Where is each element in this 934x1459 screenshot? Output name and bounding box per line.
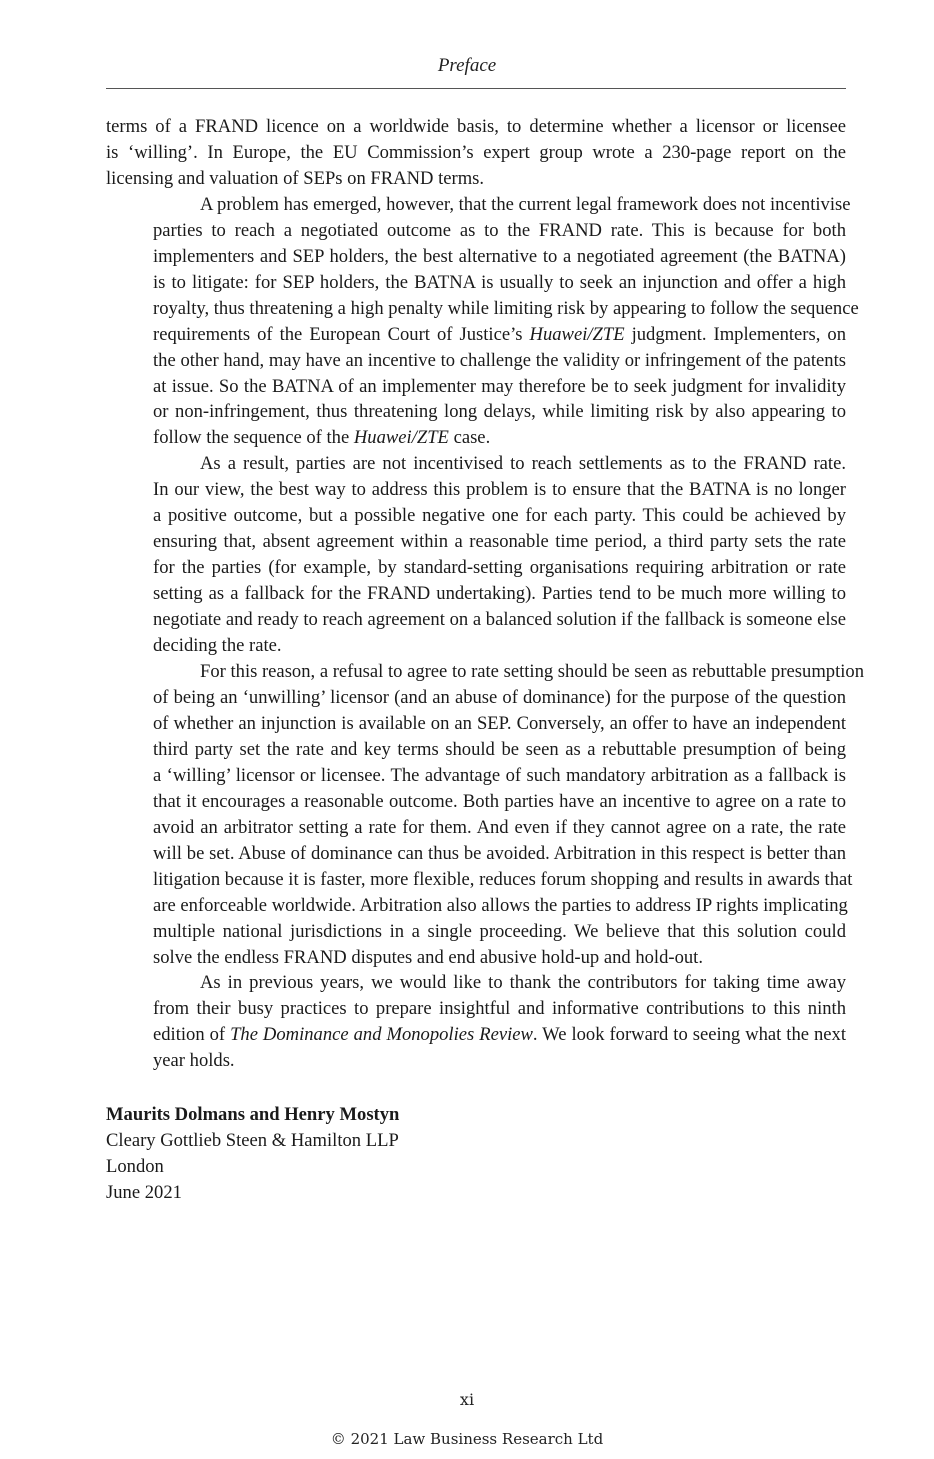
text-run: terms of a FRAND licence on a worldwide basis, to determine whether a licensor or licensee [106,116,846,137]
text-run: requirements of the European Court of Justice’s [153,323,530,345]
body-paragraph [106,192,859,452]
text-line [106,425,846,451]
signature-city: London [106,1156,164,1177]
text-line [106,374,846,400]
text-line [106,1048,846,1074]
text-line [106,296,859,322]
text-run: As in previous years, we would like to thank the contributors for taking time away [200,972,846,994]
text-run: royalty, thus threatening a high penalty while limiting risk by appearing to follow the sequence [153,297,859,319]
text-line [106,114,846,140]
text-run: avoid an arbitrator setting a rate for them. And even if they cannot agree on a rate, the rate [153,816,846,838]
text-run: a ‘willing’ licensor or licensee. The advantage of such mandatory arbitration as a fallback is [153,764,846,786]
text-run: As a result, parties are not incentivised to reach settlements as to the FRAND rate. [200,453,846,475]
text-run: implementers and SEP holders, the best alternative to a negotiated agreement (the BATNA) [153,245,846,267]
signature-authors: Maurits Dolmans and Henry Mostyn [106,1104,400,1125]
text-line [106,815,846,841]
text-line [106,348,846,374]
text-line [106,555,846,581]
text-line [106,529,846,555]
text-line [106,763,846,789]
text-run: case. [448,427,491,449]
text-line [106,503,846,529]
text-run: solve the endless FRAND disputes and end abusive hold-up and hold-out. [153,946,703,968]
signature-date: June 2021 [106,1182,182,1203]
italic-title: Huawei/ZTE [529,323,625,345]
text-run: year holds. [153,1050,235,1072]
text-line [106,140,846,166]
text-run: of being an ‘unwilling’ licensor (and an abuse of dominance) for the purpose of the question [153,686,846,708]
text-run: negotiate and ready to reach agreement on a balanced solution if the fallback is someone else [153,609,846,631]
text-run: are enforceable worldwide. Arbitration also allows the parties to address IP rights implicating [153,894,848,916]
text-line [106,685,846,711]
italic-title: Huawei/ZTE [353,427,449,449]
text-line [106,477,846,503]
text-line [106,996,846,1022]
text-line [106,789,846,815]
text-run: the other hand, may have an incentive to challenge the validity or infringement of the patents [153,349,846,371]
text-line [106,244,846,270]
text-run: from their busy practices to prepare insightful and informative contributions to this ninth [153,998,846,1020]
text-line [106,919,846,945]
text-run: a positive outcome, but a possible negative one for each party. This could be achieved by [153,505,846,527]
text-run: is ‘willing’. In Europe, the EU Commission’s expert group wrote a 230-page report on the [106,141,846,163]
text-run: deciding the rate. [153,635,282,657]
text-line [106,322,846,348]
text-line [106,970,846,996]
text-run: will be set. Abuse of dominance can thus be avoided. Arbitration in this respect is better than [153,842,846,864]
signature-block [106,1102,399,1206]
signature-firm: Cleary Gottlieb Steen & Hamilton LLP [106,1130,399,1151]
copyright-notice: © 2021 Law Business Research Ltd [330,1430,604,1448]
text-line [106,867,853,893]
text-run: A problem has emerged, however, that the current legal framework does not incentivise [200,193,851,215]
text-run: parties to reach a negotiated outcome as to the FRAND rate. This is because for both [153,219,846,241]
text-line [106,399,846,425]
text-line [106,737,846,763]
text-line [106,581,846,607]
text-line [106,633,846,659]
running-head-title: Preface [437,55,497,76]
text-run: at issue. So the BATNA of an implementer may therefore be to seek judgment for invalidity [153,375,846,397]
text-run: licensing and valuation of SEPs on FRAND terms. [106,167,485,189]
body-paragraph [106,451,846,659]
text-run: or non-infringement, thus threatening long delays, while limiting risk by also appearing to [153,401,846,423]
text-line [106,893,846,919]
text-run: . We look forward to seeing what the next [532,1024,846,1046]
text-run: edition of [153,1024,231,1046]
page-number: xi [459,1390,475,1409]
text-run: For this reason, a refusal to agree to rate setting should be seen as rebuttable presumption [200,661,865,683]
text-run: for the parties (for example, by standard-setting organisations requiring arbitration or rate [153,557,846,579]
text-run: of whether an injunction is available on an SEP. Conversely, an offer to have an independent [153,712,846,734]
italic-title: The Dominance and Monopolies Review [230,1024,533,1046]
text-line [106,451,846,477]
text-run: In our view, the best way to address this problem is to ensure that the BATNA is no longer [153,479,846,501]
text-run: ensuring that, absent agreement within a reasonable time period, a third party sets the rate [153,531,846,553]
text-run: is to litigate: for SEP holders, the BATNA is usually to seek an injunction and offer a high [153,271,846,293]
text-line [106,841,846,867]
text-line [106,659,865,685]
text-line [106,711,846,737]
text-line [106,218,846,244]
text-run: that it encourages a reasonable outcome. Both parties have an incentive to agree on a rate to [153,790,846,812]
text-run: third party set the rate and key terms should be seen as a rebuttable presumption of being [153,738,846,760]
text-line [106,166,846,192]
body-paragraph [106,114,846,192]
header-divider [106,88,846,89]
text-line [106,192,851,218]
body-paragraph [106,659,865,970]
text-line [106,270,846,296]
text-run: litigation because it is faster, more flexible, reduces forum shopping and results in awards that [153,868,853,890]
preface-body [106,114,865,1074]
text-run: multiple national jurisdictions in a single proceeding. We believe that this solution could [153,920,846,942]
body-paragraph [106,970,846,1074]
text-line [106,945,846,971]
text-line [106,607,846,633]
text-run: follow the sequence of the [153,427,354,449]
text-line [106,1022,846,1048]
text-run: judgment. Implementers, on [624,323,846,345]
text-run: setting as a fallback for the FRAND undertaking). Parties tend to be much more willing to [153,583,846,605]
